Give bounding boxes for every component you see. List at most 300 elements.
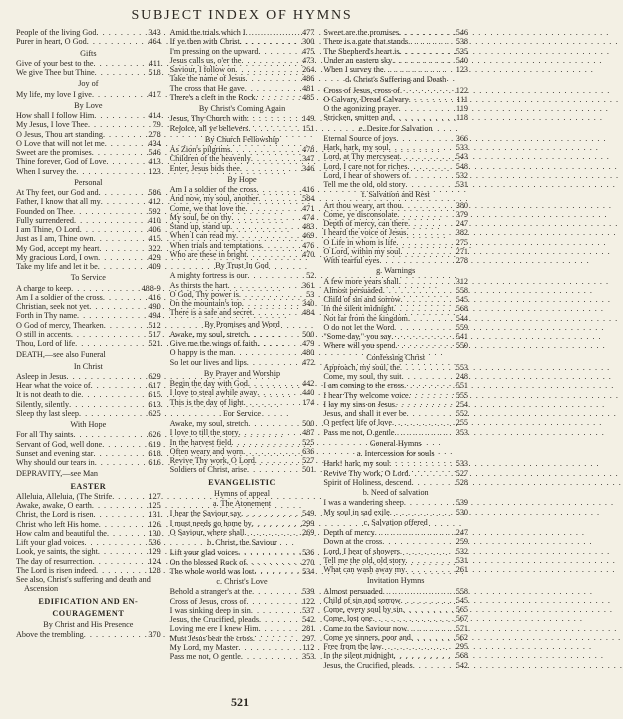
index-entry bbox=[170, 652, 315, 661]
hymn-number: 269 bbox=[302, 527, 315, 537]
hymn-number: 481 bbox=[302, 83, 315, 93]
hymn-title: Child of sin and sorrow bbox=[323, 295, 401, 304]
hymn-title: O Calvary, Dread Calvary bbox=[323, 94, 409, 104]
index-entry bbox=[16, 293, 161, 302]
hymn-number: 412 bbox=[148, 197, 161, 207]
index-entry bbox=[16, 501, 161, 510]
hymn-number: 488-9 bbox=[141, 283, 161, 293]
hymn-title: When trials and temptations bbox=[169, 240, 262, 250]
hymn-number: 542 bbox=[302, 615, 315, 624]
dot-leader bbox=[244, 528, 301, 537]
dot-leader bbox=[98, 262, 148, 271]
index-entry bbox=[170, 241, 315, 250]
dot-leader bbox=[408, 469, 454, 478]
index-entry bbox=[16, 68, 161, 77]
hymn-title: My life, my love I give bbox=[16, 89, 92, 99]
hymn-number: 562 bbox=[455, 632, 469, 642]
hymn-title: I love to steal awhile away bbox=[169, 388, 258, 398]
index-entry bbox=[170, 519, 315, 528]
hymn-title: Founded on Thee bbox=[16, 206, 74, 216]
subsection-heading: b. Christ, the Saviour bbox=[207, 538, 277, 547]
hymn-number: 568 bbox=[455, 651, 469, 661]
hymn-title: The whole world was lost bbox=[169, 566, 255, 576]
hymn-number: 434 bbox=[148, 138, 161, 148]
dot-leader bbox=[258, 194, 301, 203]
hymn-number: 347 bbox=[302, 154, 315, 164]
dot-leader bbox=[94, 449, 148, 458]
hymn-title: O Jesus, Thou art standing bbox=[16, 129, 103, 139]
index-entry bbox=[170, 154, 315, 163]
dot-leader bbox=[248, 419, 301, 428]
hymn-title: There's a cleft in the Rock bbox=[169, 92, 256, 102]
dot-leader bbox=[99, 244, 147, 253]
index-entry bbox=[170, 299, 315, 308]
hymn-number: 247 bbox=[455, 219, 469, 228]
hymn-title: Take the name of Jesus bbox=[169, 74, 246, 84]
dot-leader bbox=[257, 339, 301, 348]
hymn-number: 131 bbox=[148, 510, 161, 520]
dot-leader bbox=[408, 37, 455, 46]
index-entry bbox=[323, 228, 468, 237]
hymn-number: 322 bbox=[148, 243, 161, 253]
hymn-title: Enter, Jesus bids thee bbox=[169, 163, 240, 173]
dot-leader bbox=[408, 314, 455, 323]
index-entry bbox=[323, 47, 468, 56]
hymn-number: 281 bbox=[302, 624, 315, 634]
index-entry bbox=[323, 605, 468, 614]
section-heading: General Hymns bbox=[369, 438, 422, 448]
index-entry bbox=[323, 498, 468, 507]
dot-leader bbox=[80, 225, 148, 234]
index-entry bbox=[170, 438, 315, 447]
hymn-number: 278 bbox=[455, 256, 469, 265]
hymn-number: 567 bbox=[455, 614, 469, 624]
hymn-title: Lord, I hear of showers of bbox=[323, 170, 409, 180]
section-heading: By Promises and Word bbox=[204, 319, 280, 329]
dot-leader bbox=[246, 558, 301, 567]
hymn-title: Often weary and worn bbox=[169, 446, 244, 456]
hymn-number: 261 bbox=[455, 565, 469, 574]
index-entry bbox=[323, 409, 468, 418]
dot-leader bbox=[258, 47, 301, 56]
hymn-title: Thou, Lord of life bbox=[16, 339, 76, 348]
dot-leader bbox=[230, 145, 301, 154]
hymn-title: My Jesus, I love Thee bbox=[16, 120, 88, 130]
hymn-number: 126 bbox=[148, 519, 161, 529]
dot-leader bbox=[373, 614, 455, 623]
hymn-title: Children of the heavenly bbox=[169, 154, 251, 164]
hymn-title: When I survey the bbox=[16, 166, 77, 176]
hymn-number: 616 bbox=[148, 458, 161, 467]
dot-leader bbox=[254, 567, 301, 576]
index-entry bbox=[16, 302, 161, 311]
index-entry bbox=[170, 465, 315, 474]
dot-leader bbox=[95, 68, 148, 77]
hymn-title: Jesus calls us, o'er the bbox=[169, 55, 242, 65]
index-entry bbox=[16, 244, 161, 253]
hymn-number: 528 bbox=[455, 477, 469, 487]
hymn-title: On the blessed Rock of bbox=[169, 557, 247, 567]
hymn-title: There is a safe and secret bbox=[169, 308, 253, 318]
index-entry bbox=[16, 400, 161, 409]
index-entry bbox=[170, 281, 315, 290]
index-entry bbox=[170, 348, 315, 357]
hymn-number: 174 bbox=[302, 397, 315, 407]
hymn-title: In the silent midnight bbox=[323, 651, 394, 661]
section-heading: Gifts bbox=[80, 48, 97, 58]
subsection-heading: d. Christ's Suffering and Death bbox=[345, 75, 447, 85]
hymn-title: Pass me not, O gentle bbox=[169, 652, 241, 661]
hymn-title: Sleep thy last sleep bbox=[16, 408, 79, 418]
dot-leader bbox=[98, 547, 148, 556]
index-entry bbox=[16, 262, 161, 271]
hymn-title: I am Thine, O Lord bbox=[16, 225, 80, 234]
category-heading: EASTER bbox=[70, 481, 107, 491]
page-title: SUBJECT INDEX OF HYMNS bbox=[131, 8, 353, 23]
hymn-number: 264 bbox=[302, 65, 315, 74]
hymn-number: 545 bbox=[455, 295, 469, 304]
hymn-number: 118 bbox=[456, 113, 469, 123]
dot-leader bbox=[240, 164, 301, 173]
index-entry bbox=[170, 290, 315, 299]
subsection-heading: a. The Atonement bbox=[212, 499, 272, 508]
dot-leader bbox=[401, 295, 455, 304]
section-heading: By Hope bbox=[227, 174, 257, 184]
hymn-number: 584 bbox=[302, 194, 315, 204]
hymn-number: 541 bbox=[455, 332, 469, 341]
hymn-title: People of the living God bbox=[16, 28, 97, 37]
dot-leader bbox=[401, 596, 455, 605]
hymn-number: 248 bbox=[455, 372, 469, 381]
index-entry bbox=[170, 643, 315, 652]
hymn-title: O Love that will not let me bbox=[16, 138, 105, 148]
dot-leader bbox=[247, 358, 301, 367]
hymn-title: This is the day of light bbox=[169, 397, 244, 407]
hymn-title: Come to the Saviour now bbox=[323, 623, 408, 633]
dot-leader bbox=[394, 304, 455, 313]
index-entry bbox=[323, 661, 468, 670]
hymn-number: 543 bbox=[455, 152, 469, 162]
hymn-title: In the silent midnight bbox=[323, 304, 394, 314]
hymn-title: O happy is the man bbox=[169, 348, 234, 358]
hymn-number: 406 bbox=[148, 225, 161, 234]
section-heading: By Church Fellowship bbox=[204, 134, 280, 144]
dot-leader bbox=[393, 113, 455, 122]
hymn-title: Lord, at Thy mercyseat bbox=[323, 152, 400, 162]
dot-leader bbox=[402, 372, 455, 381]
hymn-title: Thine forever, God of Love bbox=[16, 157, 107, 167]
hymn-title: Christian, seek not yet bbox=[16, 302, 90, 311]
section-heading: Hymns of appeal bbox=[214, 488, 270, 498]
hymn-title: My God, accept my heart bbox=[16, 243, 100, 253]
section-heading: By Christ and His Presence bbox=[43, 620, 134, 629]
dot-leader bbox=[246, 28, 301, 37]
index-entry bbox=[16, 130, 161, 139]
dot-leader bbox=[94, 234, 148, 243]
hymn-title: Come, ye disconsolate bbox=[323, 209, 398, 219]
dot-leader bbox=[241, 652, 301, 661]
hymn-title: Stricken, smitten and bbox=[323, 113, 393, 123]
dot-leader bbox=[244, 398, 301, 407]
hymn-number: 533 bbox=[455, 143, 469, 152]
dot-leader bbox=[79, 409, 147, 418]
dot-leader bbox=[93, 557, 148, 566]
hymn-number: 540 bbox=[455, 55, 469, 65]
hymn-title: Begin the day with God bbox=[169, 379, 248, 388]
dot-leader bbox=[231, 438, 301, 447]
hymn-title: When I can read my bbox=[169, 231, 237, 241]
hymn-title: Forth in Thy name bbox=[16, 311, 78, 321]
dot-leader bbox=[406, 180, 455, 189]
index-entry bbox=[323, 28, 468, 37]
dot-leader bbox=[236, 231, 301, 240]
section-heading: Joy of bbox=[78, 79, 99, 89]
subsection-heading: b. Need of salvation bbox=[362, 488, 429, 497]
index-entry bbox=[323, 295, 468, 304]
hymn-number: 548 bbox=[455, 161, 469, 171]
dot-leader bbox=[245, 204, 301, 213]
index-entry bbox=[323, 65, 468, 74]
index-entry bbox=[323, 95, 468, 104]
index-entry bbox=[170, 145, 315, 154]
index-entry bbox=[16, 197, 161, 206]
dot-leader bbox=[69, 400, 147, 409]
index-entry bbox=[170, 28, 315, 37]
dot-leader bbox=[394, 651, 455, 660]
hymn-number: 615 bbox=[148, 390, 161, 400]
hymn-title: Christ who left His home bbox=[16, 519, 99, 529]
hymn-title: Saviour, I follow on bbox=[169, 65, 236, 74]
index-entry bbox=[323, 372, 468, 381]
dot-leader bbox=[241, 56, 301, 65]
hymn-title: Why should our tears in bbox=[16, 458, 95, 467]
dot-leader bbox=[382, 642, 455, 651]
hymn-number: 558 bbox=[455, 285, 469, 295]
index-entry bbox=[16, 225, 161, 234]
dot-leader bbox=[256, 93, 302, 102]
hymn-title: Fully surrendered bbox=[16, 215, 74, 225]
dot-leader bbox=[252, 519, 301, 528]
dot-leader bbox=[402, 201, 455, 210]
hymn-number: 255 bbox=[455, 418, 469, 428]
hymn-title: We give Thee but Thine bbox=[16, 68, 95, 77]
hymn-number: 413 bbox=[148, 157, 161, 167]
hymn-number: 299 bbox=[302, 518, 315, 528]
hymn-title: Silently, silently bbox=[16, 399, 70, 409]
index-entry bbox=[323, 37, 468, 46]
index-entry bbox=[323, 633, 468, 642]
index-entry bbox=[170, 56, 315, 65]
dot-leader bbox=[105, 139, 148, 148]
dot-leader bbox=[395, 428, 455, 437]
hymn-title: Jesus, the Crucified, pleads bbox=[323, 660, 413, 670]
hymn-number: 275 bbox=[455, 237, 469, 247]
index-entry bbox=[16, 111, 161, 120]
dot-leader bbox=[262, 241, 301, 250]
index-entry bbox=[16, 311, 161, 320]
dot-leader bbox=[409, 391, 455, 400]
hymn-title: Come, lost one bbox=[323, 614, 373, 624]
hymn-title: Lord, I care not for riches bbox=[323, 161, 408, 171]
dot-leader bbox=[395, 400, 455, 409]
index-entry bbox=[170, 185, 315, 194]
index-entry bbox=[170, 558, 315, 567]
dot-leader bbox=[413, 661, 455, 670]
hymn-number: 625 bbox=[148, 408, 161, 418]
dot-leader bbox=[243, 447, 301, 456]
dot-leader bbox=[389, 459, 454, 468]
hymn-title: Depth of mercy, can there bbox=[323, 219, 409, 228]
hymn-title: Down at the cross bbox=[323, 537, 383, 547]
dot-leader bbox=[394, 323, 455, 332]
index-entry bbox=[16, 207, 161, 216]
dot-leader bbox=[251, 154, 301, 163]
hymn-title: Amid the trials which I bbox=[169, 28, 246, 37]
section-heading: By Trust In God bbox=[215, 261, 269, 270]
hymn-title: Depth of mercy bbox=[323, 528, 375, 537]
hymn-number: 534 bbox=[302, 566, 315, 576]
dot-leader bbox=[88, 120, 152, 129]
index-entry bbox=[16, 449, 161, 458]
dot-leader bbox=[392, 418, 455, 427]
hymn-number: 297 bbox=[302, 633, 315, 643]
dot-leader bbox=[407, 624, 455, 633]
hymn-number: 545 bbox=[455, 595, 469, 605]
index-entry bbox=[323, 556, 468, 565]
hymn-number: 626 bbox=[148, 430, 161, 440]
cross-reference: DEATH,—see also Funeral bbox=[16, 350, 106, 360]
index-entry bbox=[323, 400, 468, 409]
hymn-title: The Shepherd's heart is bbox=[323, 46, 400, 56]
hymn-number: 532 bbox=[455, 546, 469, 556]
dot-leader bbox=[103, 130, 147, 139]
dot-leader bbox=[87, 37, 148, 46]
index-entry bbox=[16, 216, 161, 225]
dot-leader bbox=[99, 188, 148, 197]
hymn-title: I heard the voice of Jesus bbox=[323, 228, 407, 238]
hymn-number: 494 bbox=[148, 311, 161, 321]
index-entry bbox=[323, 381, 468, 390]
section-heading: In Christ bbox=[73, 361, 103, 371]
hymn-number: 123 bbox=[455, 65, 469, 74]
hymn-title: In the harvest field bbox=[169, 437, 232, 447]
index-entry bbox=[170, 428, 315, 437]
category-heading: EVANGELISTIC bbox=[208, 477, 276, 487]
hymn-number: 411 bbox=[148, 58, 161, 68]
index-entry bbox=[323, 508, 468, 517]
hymn-number: 500 bbox=[302, 419, 315, 428]
hymn-number: 409 bbox=[148, 262, 161, 271]
hymn-number: 553 bbox=[455, 362, 469, 372]
hymn-number: 442 bbox=[302, 379, 315, 388]
index-entry bbox=[323, 104, 468, 113]
index-column-1 bbox=[16, 28, 161, 670]
hymn-number: 483 bbox=[302, 222, 315, 231]
hymn-number: 531 bbox=[455, 180, 469, 189]
hymn-number: 471 bbox=[302, 203, 315, 213]
hymn-title: Not far from the kingdom bbox=[323, 313, 408, 323]
index-entry bbox=[16, 510, 161, 519]
index-entry bbox=[170, 74, 315, 83]
hymn-title: The day of resurrection bbox=[16, 556, 93, 566]
hymn-title: Stand up, stand up bbox=[169, 222, 231, 231]
section-heading: Personal bbox=[74, 177, 103, 187]
index-entry bbox=[323, 537, 468, 546]
hymn-number: 531 bbox=[455, 555, 469, 565]
hymn-number: 565 bbox=[455, 605, 469, 614]
hymn-title: Jesus, the Crucified, pleads bbox=[169, 615, 260, 624]
dot-leader bbox=[97, 28, 148, 37]
index-entry bbox=[323, 152, 468, 161]
hymn-title: I hear Thy welcome voice bbox=[323, 390, 409, 400]
index-entry bbox=[170, 65, 315, 74]
hymn-title: If ye then with Christ bbox=[169, 37, 240, 47]
hymn-title: Almost persuaded bbox=[323, 285, 383, 295]
index-entry bbox=[16, 188, 161, 197]
index-entry bbox=[16, 167, 161, 176]
hymn-title: Revive Thy work, O Lord bbox=[169, 456, 255, 465]
dot-leader bbox=[92, 148, 148, 157]
hymn-number: 119 bbox=[456, 104, 469, 113]
dot-leader bbox=[382, 537, 454, 546]
hymn-number: 552 bbox=[455, 409, 469, 418]
hymn-number: 558 bbox=[455, 586, 469, 596]
dot-leader bbox=[81, 390, 147, 399]
hymn-number: 521 bbox=[148, 339, 161, 348]
dot-leader bbox=[66, 372, 147, 381]
hymn-title: A charge to keep bbox=[16, 283, 72, 293]
dot-leader bbox=[246, 74, 302, 83]
index-entry bbox=[170, 114, 315, 123]
hymn-title: It is not death to die bbox=[16, 390, 82, 400]
hymn-title: O Saviour, where shall bbox=[169, 527, 245, 537]
index-entry bbox=[170, 213, 315, 222]
index-entry bbox=[170, 194, 315, 203]
dot-leader bbox=[92, 501, 148, 510]
hymn-title: Lift your glad voices bbox=[169, 548, 239, 558]
hymn-number: 300 bbox=[302, 37, 315, 47]
hymn-number: 613 bbox=[148, 399, 161, 409]
hymn-title: Jesus, Thy Church with bbox=[169, 114, 247, 124]
hymn-number: 295 bbox=[455, 642, 469, 651]
hymn-number: 343 bbox=[148, 28, 161, 37]
hymn-number: 370 bbox=[148, 630, 161, 640]
hymn-title: Sweet are the promises bbox=[16, 148, 92, 157]
index-entry bbox=[170, 615, 315, 624]
hymn-title: A mighty fortress is our bbox=[169, 271, 248, 281]
dot-leader bbox=[248, 124, 301, 133]
index-entry bbox=[323, 363, 468, 372]
hymn-title: O perfect life of love bbox=[323, 418, 392, 428]
hymn-number: 549 bbox=[302, 509, 315, 519]
hymn-title: Jesus, and shall it ever be bbox=[323, 409, 407, 418]
index-entry bbox=[323, 134, 468, 143]
hymn-number: 379 bbox=[455, 209, 469, 219]
hymn-title: Christ, the Lord is risen bbox=[16, 510, 94, 520]
index-entry bbox=[170, 456, 315, 465]
hymn-number: 539 bbox=[455, 498, 469, 508]
index-entry bbox=[16, 430, 161, 439]
hymn-number: 353 bbox=[302, 652, 315, 661]
hymn-number: 440 bbox=[302, 388, 315, 398]
hymn-number: 555 bbox=[455, 390, 469, 400]
hymn-title: My soul, be on thy bbox=[169, 212, 232, 222]
hymn-number: 247 bbox=[455, 528, 469, 537]
hymn-title: Come, my soul, thy suit bbox=[323, 372, 402, 381]
dot-leader bbox=[103, 293, 148, 302]
dot-leader bbox=[91, 381, 148, 390]
index-entry bbox=[170, 597, 315, 606]
